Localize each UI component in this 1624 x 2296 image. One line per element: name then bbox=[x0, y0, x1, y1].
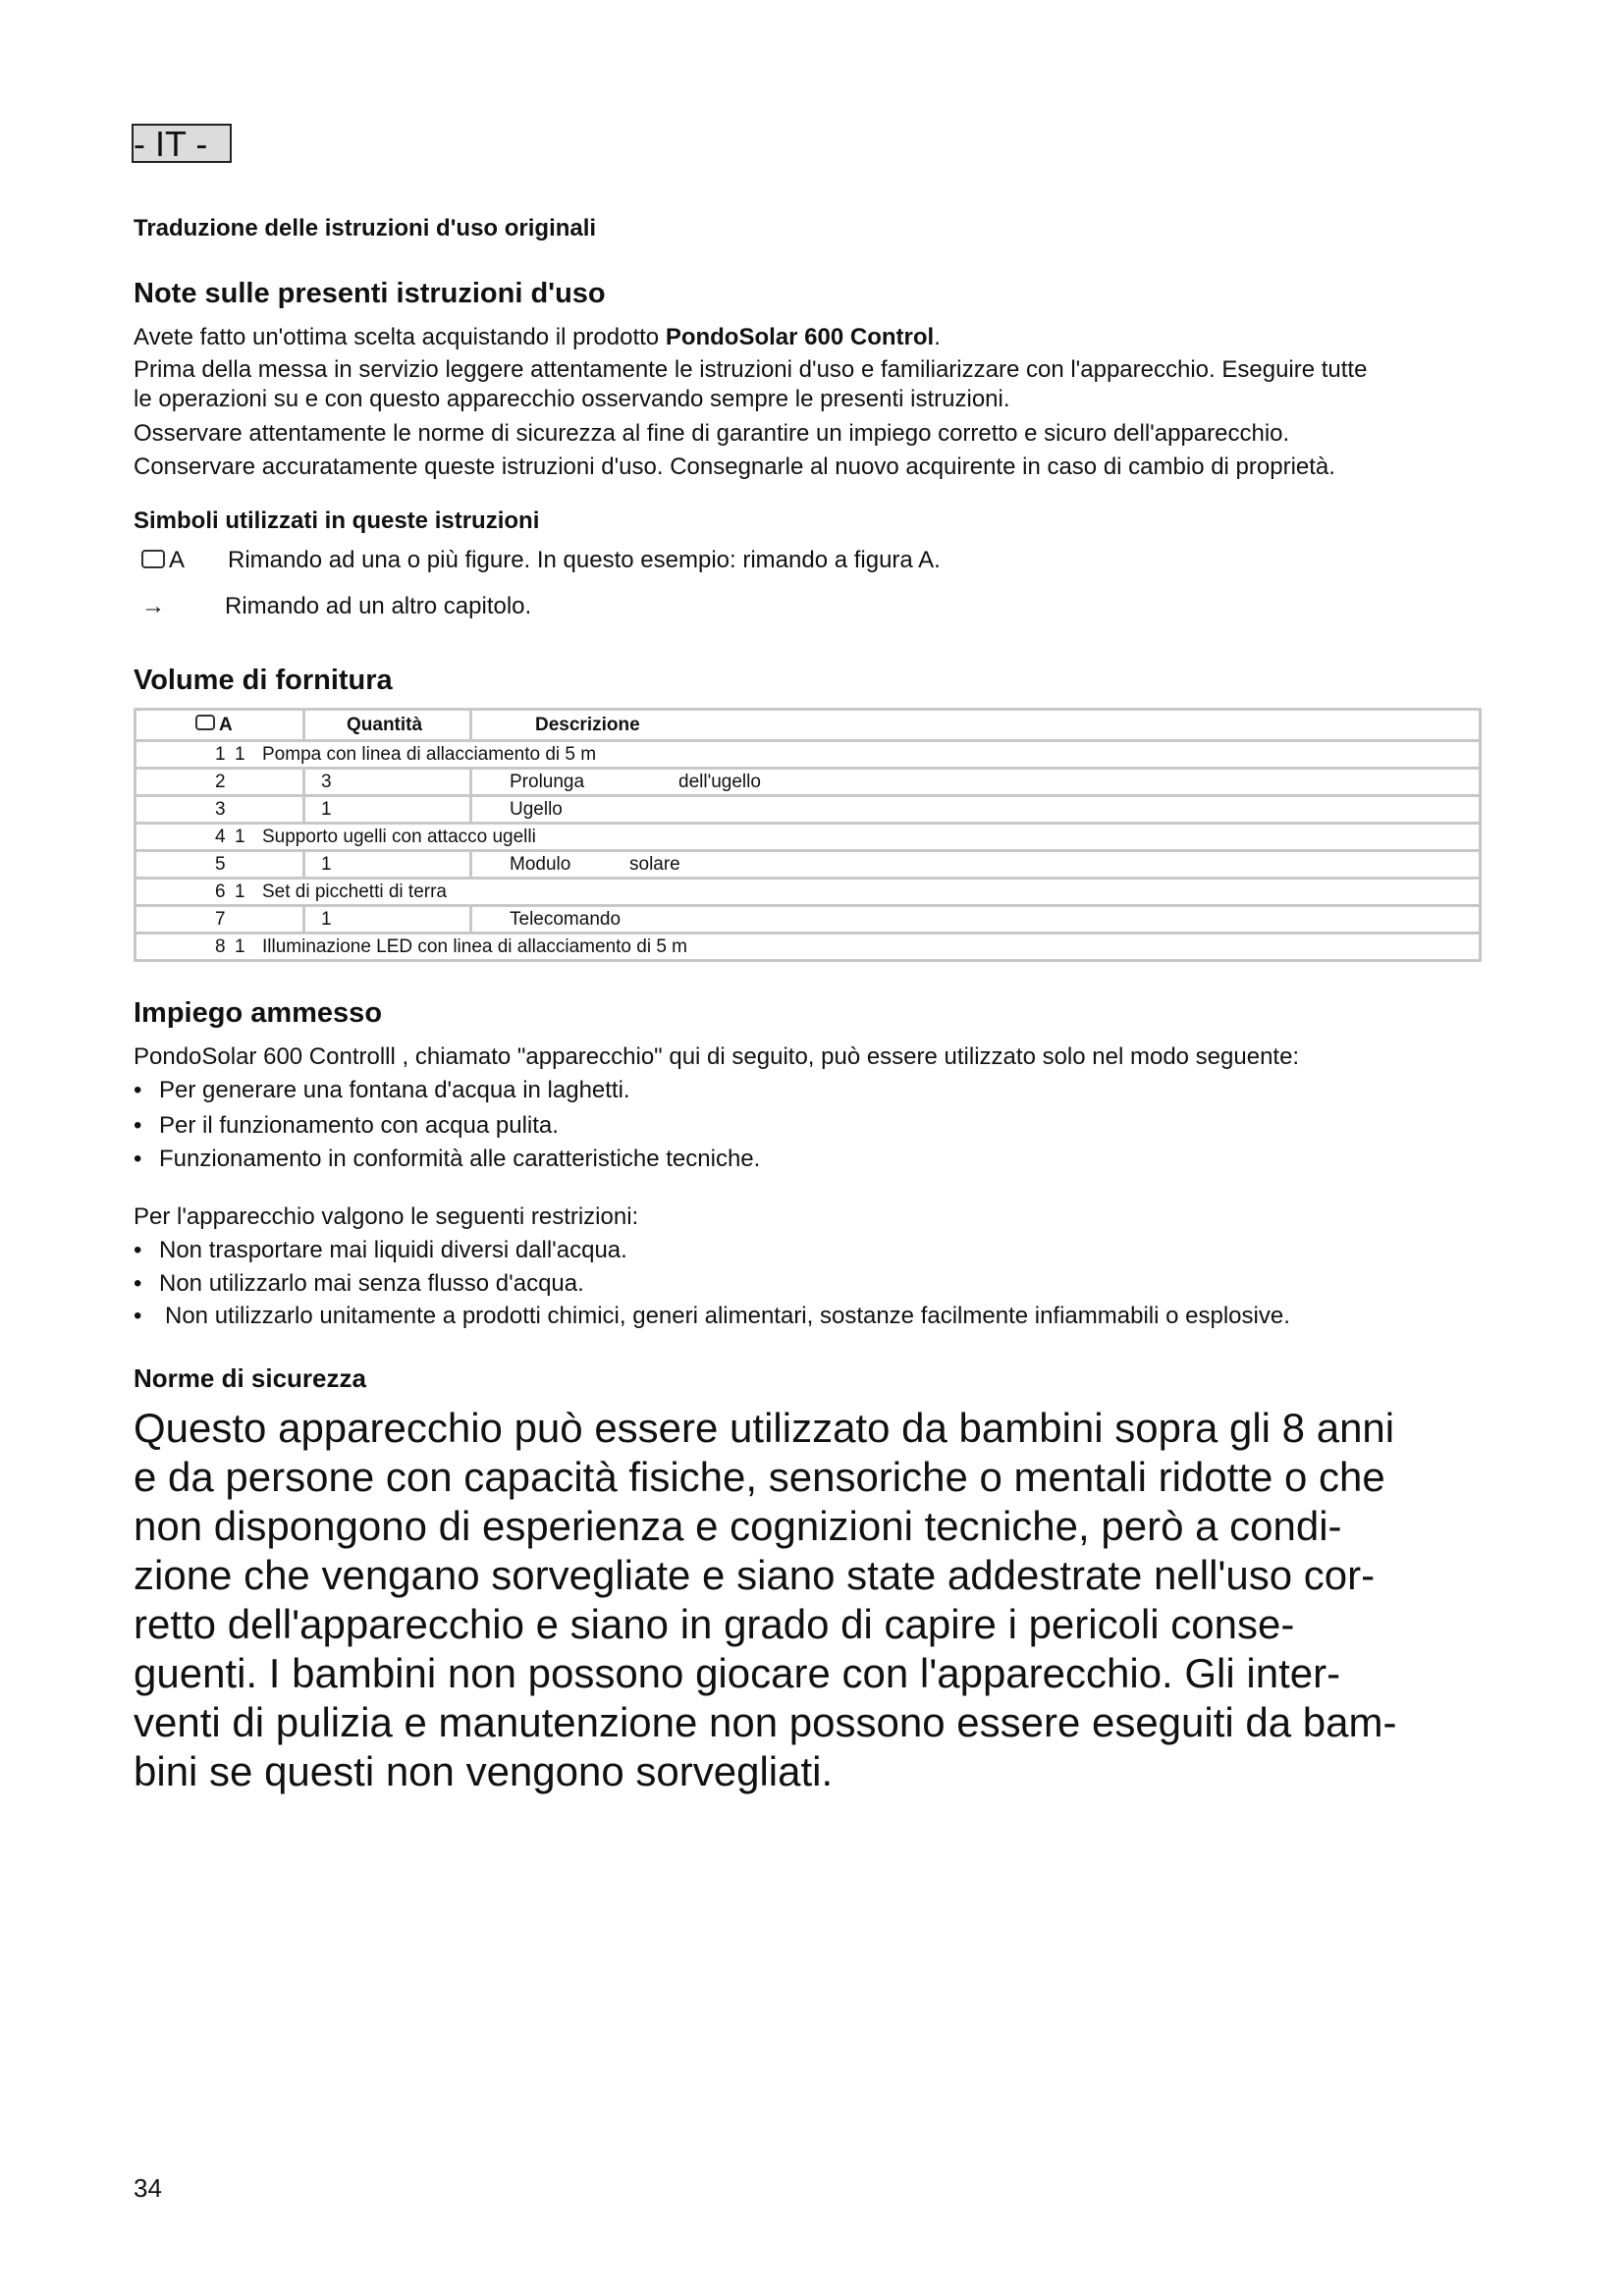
safety-line: venti di pulizia e manutenzione non possono essere eseguiti da bam- bbox=[134, 1699, 1397, 1745]
table-row bbox=[135, 824, 1481, 851]
header-figure-label: A bbox=[219, 714, 233, 735]
bullet-icon: • bbox=[134, 1237, 142, 1263]
safety-line: Questo apparecchio può essere utilizzato da bambini sopra gli 8 anni bbox=[134, 1405, 1395, 1451]
table-header-row bbox=[135, 710, 1481, 741]
list-item bbox=[134, 1302, 1290, 1331]
symbol-row-figure bbox=[141, 546, 185, 575]
safety-line: guenti. I bambini non possono giocare con l'apparecchio. Gli inter- bbox=[134, 1650, 1341, 1696]
supply-table bbox=[134, 708, 1479, 962]
safety-line: e da persone con capacità fisiche, sensoriche o mentali ridotte o che bbox=[134, 1454, 1385, 1500]
row-index: 8 bbox=[215, 936, 226, 957]
symbol-arrow-text: Rimando ad un altro capitolo. bbox=[225, 593, 532, 619]
row-desc-2: dell'ugello bbox=[678, 772, 761, 792]
row-desc: Set di picchetti di terra bbox=[262, 881, 447, 902]
row-qty: 1 bbox=[235, 881, 245, 902]
list-item-text: Non utilizzarlo mai senza flusso d'acqua. bbox=[159, 1270, 584, 1297]
list-item-text: Per il funzionamento con acqua pulita. bbox=[159, 1112, 559, 1139]
row-desc: Telecomando bbox=[510, 909, 622, 930]
safety-line: retto dell'apparecchio e siano in grado di capire i pericoli conse- bbox=[134, 1601, 1295, 1647]
table-row bbox=[135, 851, 1481, 879]
list-item-text: Funzionamento in conformità alle caratteristiche tecniche. bbox=[159, 1146, 761, 1172]
table-cell bbox=[471, 769, 1481, 796]
row-index: 4 bbox=[215, 827, 226, 847]
symbol-figure-text: Rimando ad una o più figure. In questo esempio: rimando a figura A. bbox=[228, 547, 941, 573]
row-index: 6 bbox=[215, 881, 226, 902]
use-intro: PondoSolar 600 Controlll , chiamato "apparecchio" qui di seguito, può essere utilizzato solo nel modo seguente: bbox=[134, 1043, 1300, 1070]
list-item bbox=[134, 1145, 760, 1174]
table-cell bbox=[471, 851, 1481, 879]
notes-line-4: Osservare attentamente le norme di sicurezza al fine di garantire un impiego corretto e sicuro dell'apparecchio. bbox=[134, 420, 1290, 447]
figure-box-icon bbox=[195, 715, 215, 730]
notes-line-1 bbox=[134, 323, 941, 352]
table-row bbox=[135, 796, 1481, 824]
table-cell bbox=[471, 906, 1481, 934]
row-qty: 3 bbox=[321, 772, 332, 792]
row-qty: 1 bbox=[321, 909, 332, 930]
table-cell bbox=[135, 769, 304, 796]
table-cell-merged bbox=[135, 879, 1481, 906]
row-qty: 1 bbox=[235, 827, 245, 847]
table-cell bbox=[304, 796, 471, 824]
list-item-text: Per generare una fontana d'acqua in laghetti. bbox=[159, 1077, 630, 1103]
row-index: 3 bbox=[215, 799, 226, 820]
list-item bbox=[134, 1269, 584, 1299]
list-item bbox=[134, 1111, 559, 1141]
list-item-text: Non utilizzarlo unitamente a prodotti chimici, generi alimentari, sostanze facilmente infiammabili o esplosive. bbox=[165, 1303, 1290, 1329]
table-header-qty: Quantità bbox=[304, 710, 471, 741]
notes-line-1-post: . bbox=[934, 324, 941, 350]
notes-line-1-pre: Avete fatto un'ottima scelta acquistando il prodotto bbox=[134, 324, 666, 350]
notes-line-5: Conservare accuratamente queste istruzioni d'uso. Consegnarle al nuovo acquirente in caso di cambio di proprietà. bbox=[134, 454, 1335, 480]
table-cell bbox=[304, 851, 471, 879]
row-desc: Supporto ugelli con attacco ugelli bbox=[262, 827, 536, 847]
row-desc: Pompa con linea di allacciamento di 5 m bbox=[262, 744, 597, 765]
table-header-desc: Descrizione bbox=[471, 710, 1481, 741]
figure-box-icon bbox=[141, 550, 165, 568]
supply-title: Volume di fornitura bbox=[134, 665, 393, 696]
safety-line: bini se questi non vengono sorvegliati. bbox=[134, 1748, 834, 1794]
symbols-title: Simboli utilizzati in queste istruzioni bbox=[134, 507, 540, 534]
row-qty: 1 bbox=[235, 936, 245, 957]
table-row bbox=[135, 741, 1481, 769]
row-desc: Modulo bbox=[510, 854, 571, 875]
bullet-icon: • bbox=[134, 1303, 142, 1329]
table-cell-merged bbox=[135, 934, 1481, 961]
table-row bbox=[135, 879, 1481, 906]
page-number: 34 bbox=[134, 2173, 162, 2203]
bullet-icon: • bbox=[134, 1112, 142, 1139]
arrow-right-icon: → bbox=[141, 593, 165, 619]
row-desc: Prolunga bbox=[510, 772, 585, 792]
list-item bbox=[134, 1236, 627, 1265]
table-cell bbox=[471, 796, 1481, 824]
row-desc: Illuminazione LED con linea di allacciamento di 5 m bbox=[262, 936, 688, 957]
table-row bbox=[135, 934, 1481, 961]
safety-line: non dispongono di esperienza e cognizioni tecniche, però a condi- bbox=[134, 1503, 1342, 1549]
product-name: PondoSolar 600 Control bbox=[665, 324, 935, 350]
notes-line-3: le operazioni su e con questo apparecchio osservando sempre le presenti istruzioni. bbox=[134, 386, 1010, 412]
table-header-figure bbox=[135, 710, 304, 741]
symbol-figure-letter: A bbox=[169, 547, 186, 573]
table-cell-merged bbox=[135, 824, 1481, 851]
row-index: 1 bbox=[215, 744, 226, 765]
bullet-icon: • bbox=[134, 1146, 142, 1172]
table-cell bbox=[135, 906, 304, 934]
safety-paragraph bbox=[134, 1404, 1498, 1796]
language-tag: - IT - bbox=[132, 124, 232, 163]
table-cell bbox=[135, 796, 304, 824]
table-row bbox=[135, 906, 1481, 934]
table-cell bbox=[135, 851, 304, 879]
row-qty: 1 bbox=[235, 744, 245, 765]
table-cell bbox=[304, 906, 471, 934]
use-title: Impiego ammesso bbox=[134, 997, 383, 1029]
table-cell bbox=[304, 769, 471, 796]
bullet-icon: • bbox=[134, 1077, 142, 1103]
notes-line-2: Prima della messa in servizio leggere attentamente le istruzioni d'uso e familiarizzare con l'apparecchio. Eseguire tutte bbox=[134, 356, 1368, 383]
restrictions-intro: Per l'apparecchio valgono le seguenti restrizioni: bbox=[134, 1203, 639, 1230]
row-qty: 1 bbox=[321, 854, 332, 875]
table-cell-merged bbox=[135, 741, 1481, 769]
row-index: 5 bbox=[215, 854, 226, 875]
list-item-text: Non trasportare mai liquidi diversi dall'acqua. bbox=[159, 1237, 627, 1263]
row-index: 7 bbox=[215, 909, 226, 930]
row-qty: 1 bbox=[321, 799, 332, 820]
row-desc-2: solare bbox=[629, 854, 680, 875]
safety-title: Norme di sicurezza bbox=[134, 1363, 366, 1393]
table-row bbox=[135, 769, 1481, 796]
bullet-icon: • bbox=[134, 1270, 142, 1297]
list-item bbox=[134, 1076, 630, 1105]
notes-title: Note sulle presenti istruzioni d'uso bbox=[134, 278, 606, 309]
translation-note: Traduzione delle istruzioni d'uso originali bbox=[134, 215, 597, 241]
row-index: 2 bbox=[215, 772, 226, 792]
safety-line: zione che vengano sorvegliate e siano state addestrate nell'uso cor- bbox=[134, 1552, 1376, 1598]
row-desc: Ugello bbox=[510, 799, 563, 820]
